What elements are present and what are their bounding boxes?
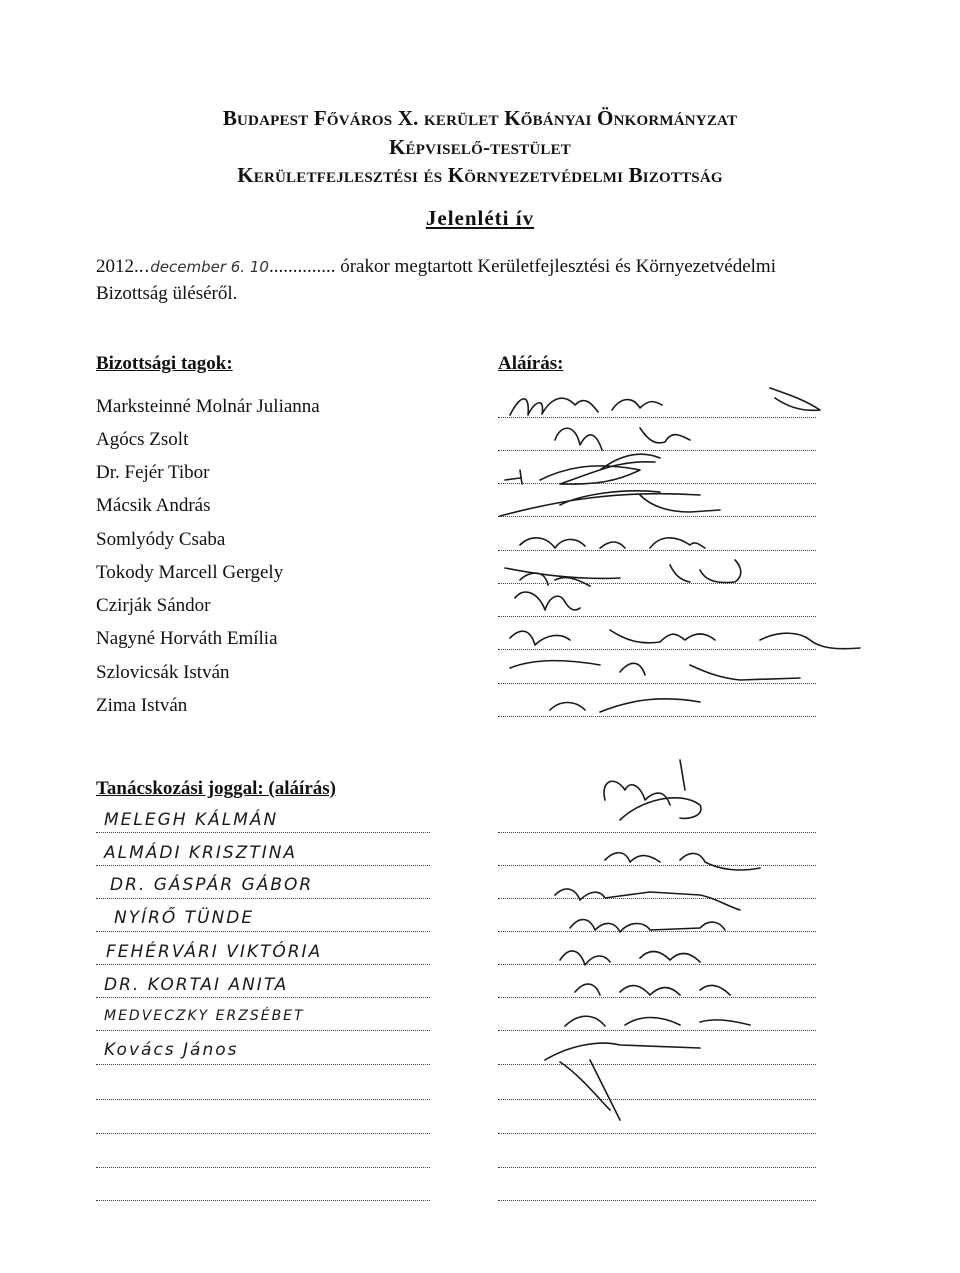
advisory-name-line <box>96 931 430 932</box>
advisory-name-line <box>96 898 430 899</box>
member-name: Czirják Sándor <box>96 595 211 616</box>
signature-heading: Aláírás: <box>498 353 564 374</box>
advisory-name-line <box>96 865 430 866</box>
advisory-name-line <box>96 1200 430 1201</box>
advisory-name: Kovács János <box>104 1040 239 1060</box>
header-line-1: Budapest Főváros X. kerület Kőbányai Önkormányzat <box>222 106 738 130</box>
member-name: Mácsik András <box>96 495 211 516</box>
member-name: Nagyné Horváth Emília <box>96 628 278 649</box>
intro-line-2: Bizottság üléséről. <box>96 283 238 304</box>
document-title: Jelenléti ív <box>425 206 535 230</box>
advisory-signature-line <box>498 964 816 965</box>
member-name: Dr. Fejér Tibor <box>96 462 210 483</box>
header-line-3: Kerületfejlesztési és Környezetvédelmi Bizottság <box>237 163 723 187</box>
signature-line <box>498 683 816 684</box>
signature-scribble <box>605 853 760 870</box>
signature-line <box>498 583 816 584</box>
intro-line-1: 2012...december 6. 10.............. órakor megtartott Kerületfejlesztési és Környezetvédelmi <box>96 256 776 277</box>
signature-scribble <box>510 630 860 649</box>
advisory-signature-line <box>498 931 816 932</box>
advisory-signature-line <box>498 1167 816 1168</box>
advisory-name: DR. GÁSPÁR GÁBOR <box>110 875 314 895</box>
signature-scribble <box>545 1043 700 1120</box>
signature-line <box>498 649 816 650</box>
signature-scribble <box>510 661 800 680</box>
signature-scribble <box>604 760 701 820</box>
advisory-signature-line <box>498 997 816 998</box>
advisory-name: NYÍRŐ TÜNDE <box>114 908 255 928</box>
advisory-name: MEDVECZKY ERZSÉBET <box>104 1008 305 1024</box>
signature-scribble <box>575 984 730 995</box>
signature-scribble <box>500 491 720 516</box>
advisory-name-line <box>96 832 430 833</box>
advisory-signature-line <box>498 1200 816 1201</box>
advisory-signature-line <box>498 1099 816 1100</box>
member-name: Zima István <box>96 695 188 716</box>
advisory-name: MELEGH KÁLMÁN <box>104 810 279 830</box>
advisory-name-line <box>96 1133 430 1134</box>
signature-line <box>498 716 816 717</box>
advisory-name-line <box>96 997 430 998</box>
signature-scribble <box>555 428 690 450</box>
advisory-name: FEHÉRVÁRI VIKTÓRIA <box>106 942 323 962</box>
signature-scribble <box>515 592 580 610</box>
advisory-name-line <box>96 1167 430 1168</box>
advisory-signature-line <box>498 1133 816 1134</box>
member-name: Agócs Zsolt <box>96 429 189 450</box>
advisory-signature-line <box>498 1064 816 1065</box>
member-name: Marksteinné Molnár Julianna <box>96 396 320 417</box>
advisory-name: DR. KORTAI ANITA <box>104 975 289 995</box>
signature-scribble <box>565 1016 750 1026</box>
advisory-heading: Tanácskozási joggal: (aláírás) <box>96 778 336 799</box>
members-heading: Bizottsági tagok: <box>96 353 233 374</box>
intro-handwritten-date: december 6. 10 <box>150 258 269 276</box>
member-name: Szlovicsák István <box>96 662 230 683</box>
advisory-signature-line <box>498 865 816 866</box>
signature-line <box>498 483 816 484</box>
intro-year: 2012. <box>96 256 139 277</box>
advisory-signature-line <box>498 1030 816 1031</box>
signature-line <box>498 417 816 418</box>
advisory-signature-line <box>498 832 816 833</box>
signature-line <box>498 616 816 617</box>
signature-scribble <box>550 699 700 712</box>
advisory-name: ALMÁDI KRISZTINA <box>104 843 298 863</box>
advisory-name-line <box>96 1099 430 1100</box>
member-name: Somlyódy Csaba <box>96 529 226 550</box>
advisory-name-line <box>96 964 430 965</box>
signature-scribble <box>520 538 705 548</box>
signature-line <box>498 516 816 517</box>
advisory-name-line <box>96 1064 430 1065</box>
signature-scribble <box>510 388 820 415</box>
intro-text-1: órakor megtartott Kerületfejlesztési és Környezetvédelmi <box>340 256 776 277</box>
advisory-name-line <box>96 1030 430 1031</box>
member-name: Tokody Marcell Gergely <box>96 562 284 583</box>
signature-scribble <box>560 951 700 965</box>
header-line-2: Képviselő-testület <box>389 135 571 159</box>
signature-line <box>498 450 816 451</box>
signature-scribble <box>505 454 660 484</box>
advisory-signature-line <box>498 898 816 899</box>
signature-scribble <box>555 889 740 910</box>
signature-line <box>498 550 816 551</box>
